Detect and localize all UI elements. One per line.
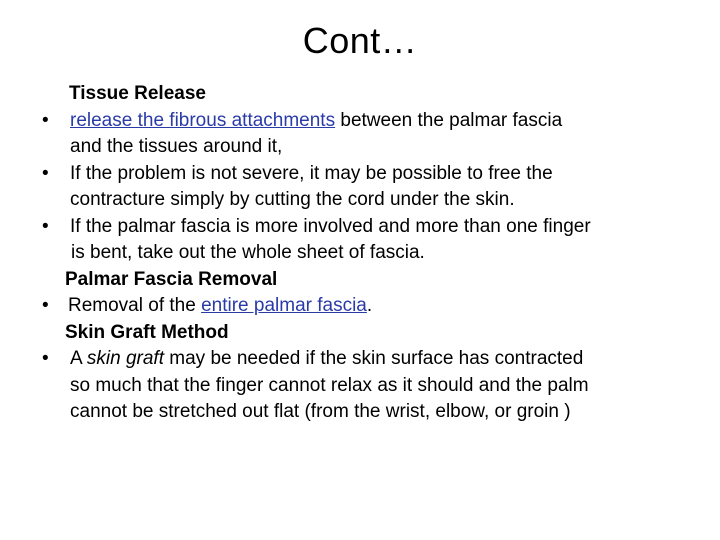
bullet-line — [70, 108, 692, 135]
slide-title: Cont… — [302, 20, 418, 61]
bullet-text-italic: skin graft — [86, 348, 164, 369]
bullet-icon: • — [42, 295, 49, 316]
bullet-item-removal-entire-fascia — [42, 293, 692, 320]
bullet-item-problem-not-severe — [42, 161, 692, 214]
bullet-item-release-attachments — [42, 108, 692, 161]
bullet-line: If the problem is not severe, it may be possible to free the — [70, 162, 553, 184]
bullet-text: Removal of the — [68, 295, 202, 316]
section-heading-tissue-release: Tissue Release — [69, 83, 206, 104]
bullet-text: between the palmar fascia — [335, 109, 563, 131]
bullet-line: cannot be stretched out flat (from the wrist, elbow, or groin ) — [70, 401, 571, 422]
link-release-fibrous-attachments[interactable]: release the fibrous attachments — [70, 109, 336, 131]
bullet-text: A — [70, 348, 87, 369]
bullet-icon: • — [42, 215, 49, 237]
bullet-icon: • — [42, 109, 49, 131]
section-heading-palmar-fascia-removal: Palmar Fascia Removal — [65, 268, 278, 290]
bullet-icon: • — [42, 348, 49, 369]
bullet-line: so much that the finger cannot relax as it should and the palm — [70, 374, 589, 396]
section-heading-skin-graft-method: Skin Graft Method — [65, 321, 229, 343]
bullet-item-fascia-more-involved — [42, 214, 692, 267]
slide-content — [42, 81, 692, 426]
bullet-text: . — [366, 295, 373, 316]
bullet-line: contracture simply by cutting the cord under the skin. — [70, 189, 515, 210]
bullet-line — [68, 293, 692, 320]
bullet-text: may be needed if the skin surface has contracted — [164, 348, 584, 369]
bullet-line: If the palmar fascia is more involved and more than one finger — [70, 215, 591, 237]
bullet-line: and the tissues around it, — [70, 136, 283, 157]
bullet-icon: • — [42, 162, 49, 184]
bullet-item-skin-graft — [42, 346, 692, 426]
link-entire-palmar-fascia[interactable]: entire palmar fascia — [201, 295, 367, 316]
bullet-line — [70, 346, 692, 373]
bullet-line: is bent, take out the whole sheet of fascia. — [71, 242, 425, 263]
